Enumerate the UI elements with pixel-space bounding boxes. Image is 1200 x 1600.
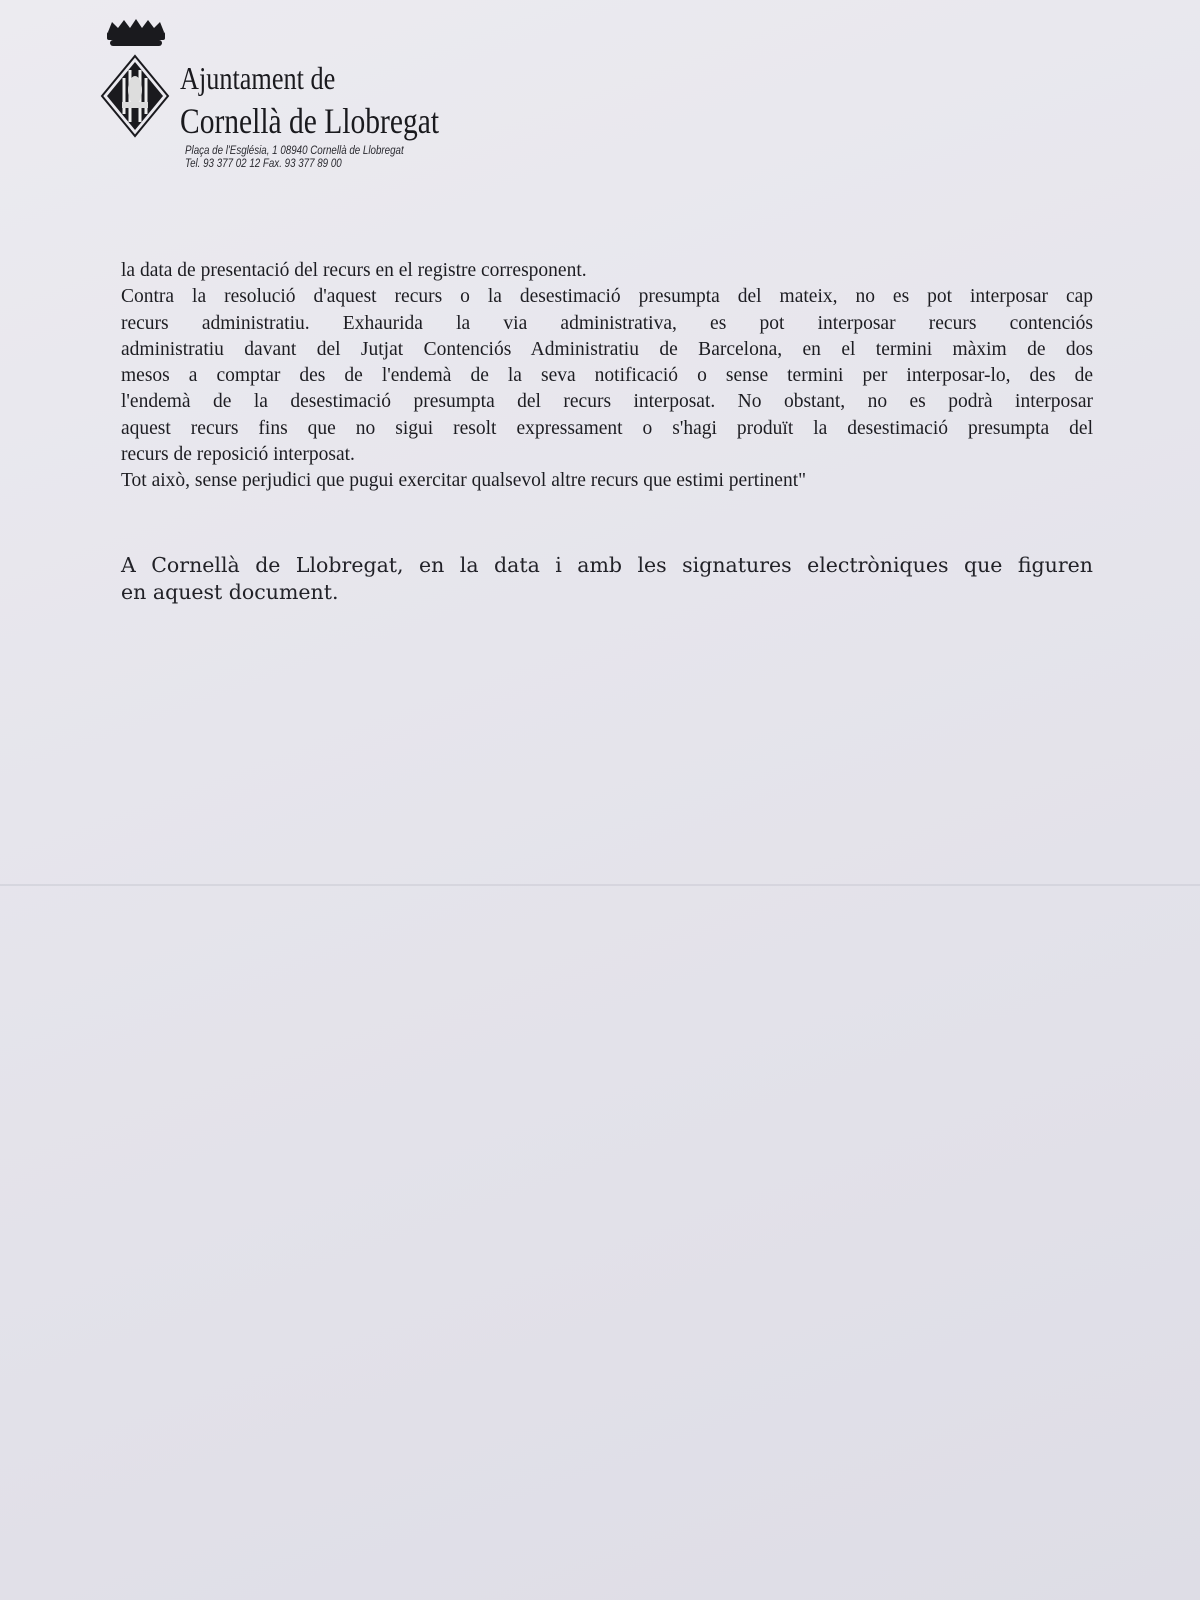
org-name-line2: Cornellà de Llobregat [180, 101, 440, 141]
body-line: recurs de reposició interposat. [121, 444, 355, 466]
body-line: mesos a comptar des de l'endemà de la seva notificació o sense termini per interposar-lo, des de [121, 365, 1093, 387]
paper-fold [0, 884, 1200, 886]
body-line: administratiu davant del Jutjat Contenciós Administratiu de Barcelona, en el termini màxim de dos [121, 338, 1093, 360]
shield-icon [102, 56, 168, 136]
org-address: Plaça de l'Església, 1 08940 Cornellà de Llobregat [185, 145, 404, 157]
body-line: Contra la resolució d'aquest recurs o la desestimació presumpta del mateix, no es pot interposar cap [121, 286, 1093, 308]
body-text [121, 258, 1093, 495]
body-line: l'endemà de la desestimació presumpta del recurs interposat. No obstant, no es podrà interposar [121, 391, 1093, 413]
body-line: aquest recurs fins que no sigui resolt expressament o s'hagi produït la desestimació presumpta del [121, 417, 1093, 439]
org-name-line1: Ajuntament de [180, 60, 336, 96]
coat-of-arms-logo [100, 18, 170, 143]
org-phone-fax: Tel. 93 377 02 12 Fax. 93 377 89 00 [185, 158, 342, 170]
closing-line: A Cornellà de Llobregat, en la data i amb les signatures electròniques que figuren [121, 553, 1093, 577]
crown-icon [107, 19, 165, 46]
body-line: la data de presentació del recurs en el registre corresponent. [121, 260, 587, 281]
closing-line: en aquest document. [121, 580, 339, 604]
closing-statement [121, 552, 1093, 606]
body-line: recurs administratiu. Exhaurida la via administrativa, es pot interposar recurs contenciós [121, 312, 1093, 334]
body-line: Tot això, sense perjudici que pugui exercitar qualsevol altre recurs que estimi pertinent" [121, 470, 807, 492]
